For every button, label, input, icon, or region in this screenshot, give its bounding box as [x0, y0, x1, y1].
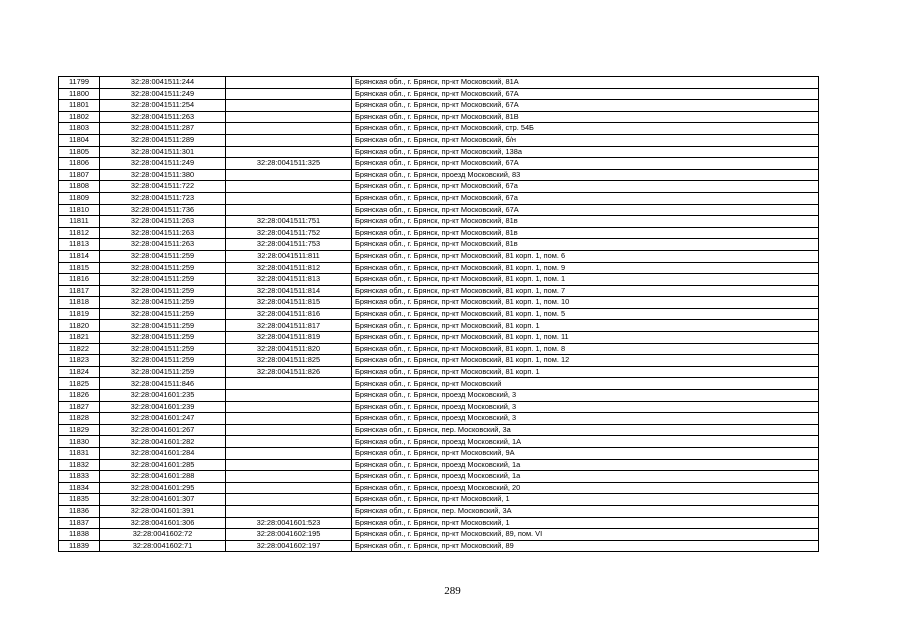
cadastral-number-cell: 32:28:0041511:259 — [100, 332, 226, 344]
cadastral-number-cell: 32:28:0041511:722 — [100, 181, 226, 193]
address-cell: Брянская обл., г. Брянск, пр-кт Московский, 81 корп. 1, пом. 12 — [352, 355, 819, 367]
cadastral-number-cell: 32:28:0041511:263 — [100, 111, 226, 123]
row-number-cell: 11806 — [59, 158, 100, 170]
table-row — [59, 146, 819, 158]
object-number-cell — [226, 482, 352, 494]
table-row — [59, 459, 819, 471]
table-row — [59, 285, 819, 297]
row-number-cell: 11801 — [59, 100, 100, 112]
table-row — [59, 204, 819, 216]
address-cell: Брянская обл., г. Брянск, пр-кт Московский, стр. 54Б — [352, 123, 819, 135]
registry-table-body — [59, 77, 819, 552]
cadastral-number-cell: 32:28:0041511:301 — [100, 146, 226, 158]
row-number-cell: 11817 — [59, 285, 100, 297]
cadastral-number-cell: 32:28:0041601:247 — [100, 413, 226, 425]
object-number-cell — [226, 100, 352, 112]
cadastral-number-cell: 32:28:0041511:263 — [100, 239, 226, 251]
object-number-cell — [226, 413, 352, 425]
cadastral-number-cell: 32:28:0041511:259 — [100, 320, 226, 332]
cadastral-number-cell: 32:28:0041601:235 — [100, 390, 226, 402]
row-number-cell: 11800 — [59, 88, 100, 100]
table-row — [59, 413, 819, 425]
address-cell: Брянская обл., г. Брянск, пр-кт Московский, 81 корп. 1 — [352, 366, 819, 378]
cadastral-number-cell: 32:28:0041511:259 — [100, 343, 226, 355]
address-cell: Брянская обл., г. Брянск, пр-кт Московский, б/н — [352, 134, 819, 146]
address-cell: Брянская обл., г. Брянск, проезд Московский, 3 — [352, 401, 819, 413]
table-row — [59, 216, 819, 228]
table-row — [59, 366, 819, 378]
table-row — [59, 308, 819, 320]
table-row — [59, 436, 819, 448]
cadastral-number-cell: 32:28:0041511:287 — [100, 123, 226, 135]
address-cell: Брянская обл., г. Брянск, пр-кт Московский, 81 корп. 1, пом. 5 — [352, 308, 819, 320]
row-number-cell: 11804 — [59, 134, 100, 146]
row-number-cell: 11823 — [59, 355, 100, 367]
row-number-cell: 11838 — [59, 529, 100, 541]
object-number-cell — [226, 378, 352, 390]
address-cell: Брянская обл., г. Брянск, пр-кт Московский, 81 корп. 1, пом. 9 — [352, 262, 819, 274]
table-row — [59, 262, 819, 274]
row-number-cell: 11824 — [59, 366, 100, 378]
row-number-cell: 11799 — [59, 77, 100, 89]
table-row — [59, 540, 819, 552]
object-number-cell — [226, 181, 352, 193]
table-row — [59, 378, 819, 390]
table-row — [59, 343, 819, 355]
address-cell: Брянская обл., г. Брянск, пр-кт Московский, 81 корп. 1, пом. 11 — [352, 332, 819, 344]
object-number-cell: 32:28:0041511:751 — [226, 216, 352, 228]
object-number-cell: 32:28:0041511:752 — [226, 227, 352, 239]
cadastral-number-cell: 32:28:0041511:259 — [100, 285, 226, 297]
address-cell: Брянская обл., г. Брянск, проезд Московский, 20 — [352, 482, 819, 494]
table-row — [59, 158, 819, 170]
table-row — [59, 424, 819, 436]
address-cell: Брянская обл., г. Брянск, пр-кт Московский, 81в — [352, 227, 819, 239]
object-number-cell: 32:28:0041511:825 — [226, 355, 352, 367]
object-number-cell: 32:28:0041511:813 — [226, 274, 352, 286]
cadastral-number-cell: 32:28:0041511:259 — [100, 355, 226, 367]
object-number-cell — [226, 192, 352, 204]
row-number-cell: 11833 — [59, 471, 100, 483]
object-number-cell: 32:28:0041511:820 — [226, 343, 352, 355]
table-row — [59, 77, 819, 89]
address-cell: Брянская обл., г. Брянск, проезд Московский, 1А — [352, 436, 819, 448]
row-number-cell: 11834 — [59, 482, 100, 494]
address-cell: Брянская обл., г. Брянск, проезд Московский, 83 — [352, 169, 819, 181]
row-number-cell: 11830 — [59, 436, 100, 448]
address-cell: Брянская обл., г. Брянск, пр-кт Московский, 67а — [352, 192, 819, 204]
object-number-cell — [226, 134, 352, 146]
table-row — [59, 274, 819, 286]
address-cell: Брянская обл., г. Брянск, пр-кт Московский, 67А — [352, 88, 819, 100]
table-row — [59, 134, 819, 146]
object-number-cell: 32:28:0041511:819 — [226, 332, 352, 344]
row-number-cell: 11814 — [59, 250, 100, 262]
address-cell: Брянская обл., г. Брянск, пр-кт Московский, 67А — [352, 158, 819, 170]
cadastral-number-cell: 32:28:0041511:249 — [100, 158, 226, 170]
address-cell: Брянская обл., г. Брянск, пр-кт Московский, 1 — [352, 517, 819, 529]
page-number: 289 — [444, 585, 461, 597]
cadastral-number-cell: 32:28:0041511:244 — [100, 77, 226, 89]
object-number-cell: 32:28:0041602:195 — [226, 529, 352, 541]
table-row — [59, 390, 819, 402]
row-number-cell: 11812 — [59, 227, 100, 239]
table-row — [59, 239, 819, 251]
row-number-cell: 11816 — [59, 274, 100, 286]
object-number-cell: 32:28:0041601:523 — [226, 517, 352, 529]
cadastral-number-cell: 32:28:0041601:307 — [100, 494, 226, 506]
row-number-cell: 11832 — [59, 459, 100, 471]
address-cell: Брянская обл., г. Брянск, пр-кт Московский, 67А — [352, 204, 819, 216]
row-number-cell: 11815 — [59, 262, 100, 274]
table-row — [59, 250, 819, 262]
cadastral-number-cell: 32:28:0041511:259 — [100, 366, 226, 378]
row-number-cell: 11822 — [59, 343, 100, 355]
address-cell: Брянская обл., г. Брянск, пр-кт Московский, 81В — [352, 111, 819, 123]
object-number-cell — [226, 401, 352, 413]
address-cell: Брянская обл., г. Брянск, проезд Московский, 3 — [352, 390, 819, 402]
object-number-cell: 32:28:0041511:753 — [226, 239, 352, 251]
row-number-cell: 11820 — [59, 320, 100, 332]
address-cell: Брянская обл., г. Брянск, пр-кт Московский, 9А — [352, 448, 819, 460]
cadastral-number-cell: 32:28:0041601:284 — [100, 448, 226, 460]
object-number-cell — [226, 204, 352, 216]
object-number-cell — [226, 505, 352, 517]
table-row — [59, 192, 819, 204]
cadastral-number-cell: 32:28:0041511:259 — [100, 308, 226, 320]
cadastral-number-cell: 32:28:0041511:254 — [100, 100, 226, 112]
table-row — [59, 332, 819, 344]
cadastral-number-cell: 32:28:0041601:295 — [100, 482, 226, 494]
table-row — [59, 482, 819, 494]
table-row — [59, 505, 819, 517]
row-number-cell: 11836 — [59, 505, 100, 517]
row-number-cell: 11810 — [59, 204, 100, 216]
object-number-cell — [226, 424, 352, 436]
table-row — [59, 320, 819, 332]
table-row — [59, 169, 819, 181]
row-number-cell: 11811 — [59, 216, 100, 228]
cadastral-number-cell: 32:28:0041511:380 — [100, 169, 226, 181]
cadastral-number-cell: 32:28:0041511:263 — [100, 216, 226, 228]
address-cell: Брянская обл., г. Брянск, пр-кт Московский, 81 корп. 1, пом. 10 — [352, 297, 819, 309]
object-number-cell — [226, 436, 352, 448]
object-number-cell: 32:28:0041511:816 — [226, 308, 352, 320]
row-number-cell: 11809 — [59, 192, 100, 204]
object-number-cell — [226, 494, 352, 506]
address-cell: Брянская обл., г. Брянск, пер. Московский, 3а — [352, 424, 819, 436]
address-cell: Брянская обл., г. Брянск, пр-кт Московский, 138а — [352, 146, 819, 158]
cadastral-number-cell: 32:28:0041511:259 — [100, 262, 226, 274]
object-number-cell: 32:28:0041511:817 — [226, 320, 352, 332]
cadastral-number-cell: 32:28:0041602:72 — [100, 529, 226, 541]
cadastral-number-cell: 32:28:0041601:239 — [100, 401, 226, 413]
cadastral-number-cell: 32:28:0041511:249 — [100, 88, 226, 100]
object-number-cell: 32:28:0041511:814 — [226, 285, 352, 297]
address-cell: Брянская обл., г. Брянск, пр-кт Московский, 81 корп. 1, пом. 7 — [352, 285, 819, 297]
cadastral-number-cell: 32:28:0041601:306 — [100, 517, 226, 529]
object-number-cell — [226, 123, 352, 135]
table-row — [59, 471, 819, 483]
cadastral-number-cell: 32:28:0041511:736 — [100, 204, 226, 216]
cadastral-number-cell: 32:28:0041602:71 — [100, 540, 226, 552]
object-number-cell — [226, 169, 352, 181]
address-cell: Брянская обл., г. Брянск, пр-кт Московский, 81 корп. 1, пом. 1 — [352, 274, 819, 286]
table-row — [59, 181, 819, 193]
row-number-cell: 11819 — [59, 308, 100, 320]
row-number-cell: 11821 — [59, 332, 100, 344]
row-number-cell: 11827 — [59, 401, 100, 413]
address-cell: Брянская обл., г. Брянск, проезд Московский, 1а — [352, 471, 819, 483]
row-number-cell: 11831 — [59, 448, 100, 460]
object-number-cell — [226, 448, 352, 460]
object-number-cell: 32:28:0041602:197 — [226, 540, 352, 552]
table-row — [59, 100, 819, 112]
row-number-cell: 11829 — [59, 424, 100, 436]
row-number-cell: 11813 — [59, 239, 100, 251]
address-cell: Брянская обл., г. Брянск, проезд Московский, 3 — [352, 413, 819, 425]
address-cell: Брянская обл., г. Брянск, проезд Московский, 1а — [352, 459, 819, 471]
object-number-cell — [226, 146, 352, 158]
object-number-cell: 32:28:0041511:325 — [226, 158, 352, 170]
cadastral-number-cell: 32:28:0041511:723 — [100, 192, 226, 204]
row-number-cell: 11808 — [59, 181, 100, 193]
cadastral-number-cell: 32:28:0041511:263 — [100, 227, 226, 239]
row-number-cell: 11818 — [59, 297, 100, 309]
cadastral-number-cell: 32:28:0041601:288 — [100, 471, 226, 483]
cadastral-number-cell: 32:28:0041511:259 — [100, 274, 226, 286]
address-cell: Брянская обл., г. Брянск, пр-кт Московский — [352, 378, 819, 390]
cadastral-number-cell: 32:28:0041601:267 — [100, 424, 226, 436]
table-row — [59, 401, 819, 413]
table-row — [59, 111, 819, 123]
object-number-cell — [226, 77, 352, 89]
address-cell: Брянская обл., г. Брянск, пр-кт Московский, 81 корп. 1, пом. 8 — [352, 343, 819, 355]
address-cell: Брянская обл., г. Брянск, пр-кт Московский, 81в — [352, 239, 819, 251]
table-row — [59, 297, 819, 309]
cadastral-number-cell: 32:28:0041511:259 — [100, 250, 226, 262]
object-number-cell: 32:28:0041511:811 — [226, 250, 352, 262]
table-row — [59, 355, 819, 367]
table-row — [59, 494, 819, 506]
object-number-cell — [226, 88, 352, 100]
registry-table — [58, 76, 819, 552]
table-row — [59, 529, 819, 541]
address-cell: Брянская обл., г. Брянск, пер. Московский, 3А — [352, 505, 819, 517]
object-number-cell — [226, 390, 352, 402]
row-number-cell: 11807 — [59, 169, 100, 181]
cadastral-number-cell: 32:28:0041511:846 — [100, 378, 226, 390]
address-cell: Брянская обл., г. Брянск, пр-кт Московский, 67а — [352, 181, 819, 193]
row-number-cell: 11825 — [59, 378, 100, 390]
table-row — [59, 227, 819, 239]
address-cell: Брянская обл., г. Брянск, пр-кт Московский, 89, пом. VI — [352, 529, 819, 541]
cadastral-number-cell: 32:28:0041601:391 — [100, 505, 226, 517]
cadastral-number-cell: 32:28:0041601:285 — [100, 459, 226, 471]
object-number-cell: 32:28:0041511:826 — [226, 366, 352, 378]
address-cell: Брянская обл., г. Брянск, пр-кт Московский, 81А — [352, 77, 819, 89]
cadastral-number-cell: 32:28:0041511:289 — [100, 134, 226, 146]
row-number-cell: 11837 — [59, 517, 100, 529]
row-number-cell: 11802 — [59, 111, 100, 123]
object-number-cell — [226, 471, 352, 483]
object-number-cell: 32:28:0041511:815 — [226, 297, 352, 309]
address-cell: Брянская обл., г. Брянск, пр-кт Московский, 67А — [352, 100, 819, 112]
table-row — [59, 88, 819, 100]
row-number-cell: 11828 — [59, 413, 100, 425]
object-number-cell — [226, 111, 352, 123]
cadastral-number-cell: 32:28:0041511:259 — [100, 297, 226, 309]
row-number-cell: 11839 — [59, 540, 100, 552]
address-cell: Брянская обл., г. Брянск, пр-кт Московский, 81 корп. 1, пом. 6 — [352, 250, 819, 262]
row-number-cell: 11835 — [59, 494, 100, 506]
table-row — [59, 448, 819, 460]
row-number-cell: 11826 — [59, 390, 100, 402]
cadastral-number-cell: 32:28:0041601:282 — [100, 436, 226, 448]
address-cell: Брянская обл., г. Брянск, пр-кт Московский, 81 корп. 1 — [352, 320, 819, 332]
row-number-cell: 11805 — [59, 146, 100, 158]
table-row — [59, 123, 819, 135]
object-number-cell: 32:28:0041511:812 — [226, 262, 352, 274]
table-row — [59, 517, 819, 529]
address-cell: Брянская обл., г. Брянск, пр-кт Московский, 1 — [352, 494, 819, 506]
row-number-cell: 11803 — [59, 123, 100, 135]
address-cell: Брянская обл., г. Брянск, пр-кт Московский, 89 — [352, 540, 819, 552]
object-number-cell — [226, 459, 352, 471]
address-cell: Брянская обл., г. Брянск, пр-кт Московский, 81в — [352, 216, 819, 228]
